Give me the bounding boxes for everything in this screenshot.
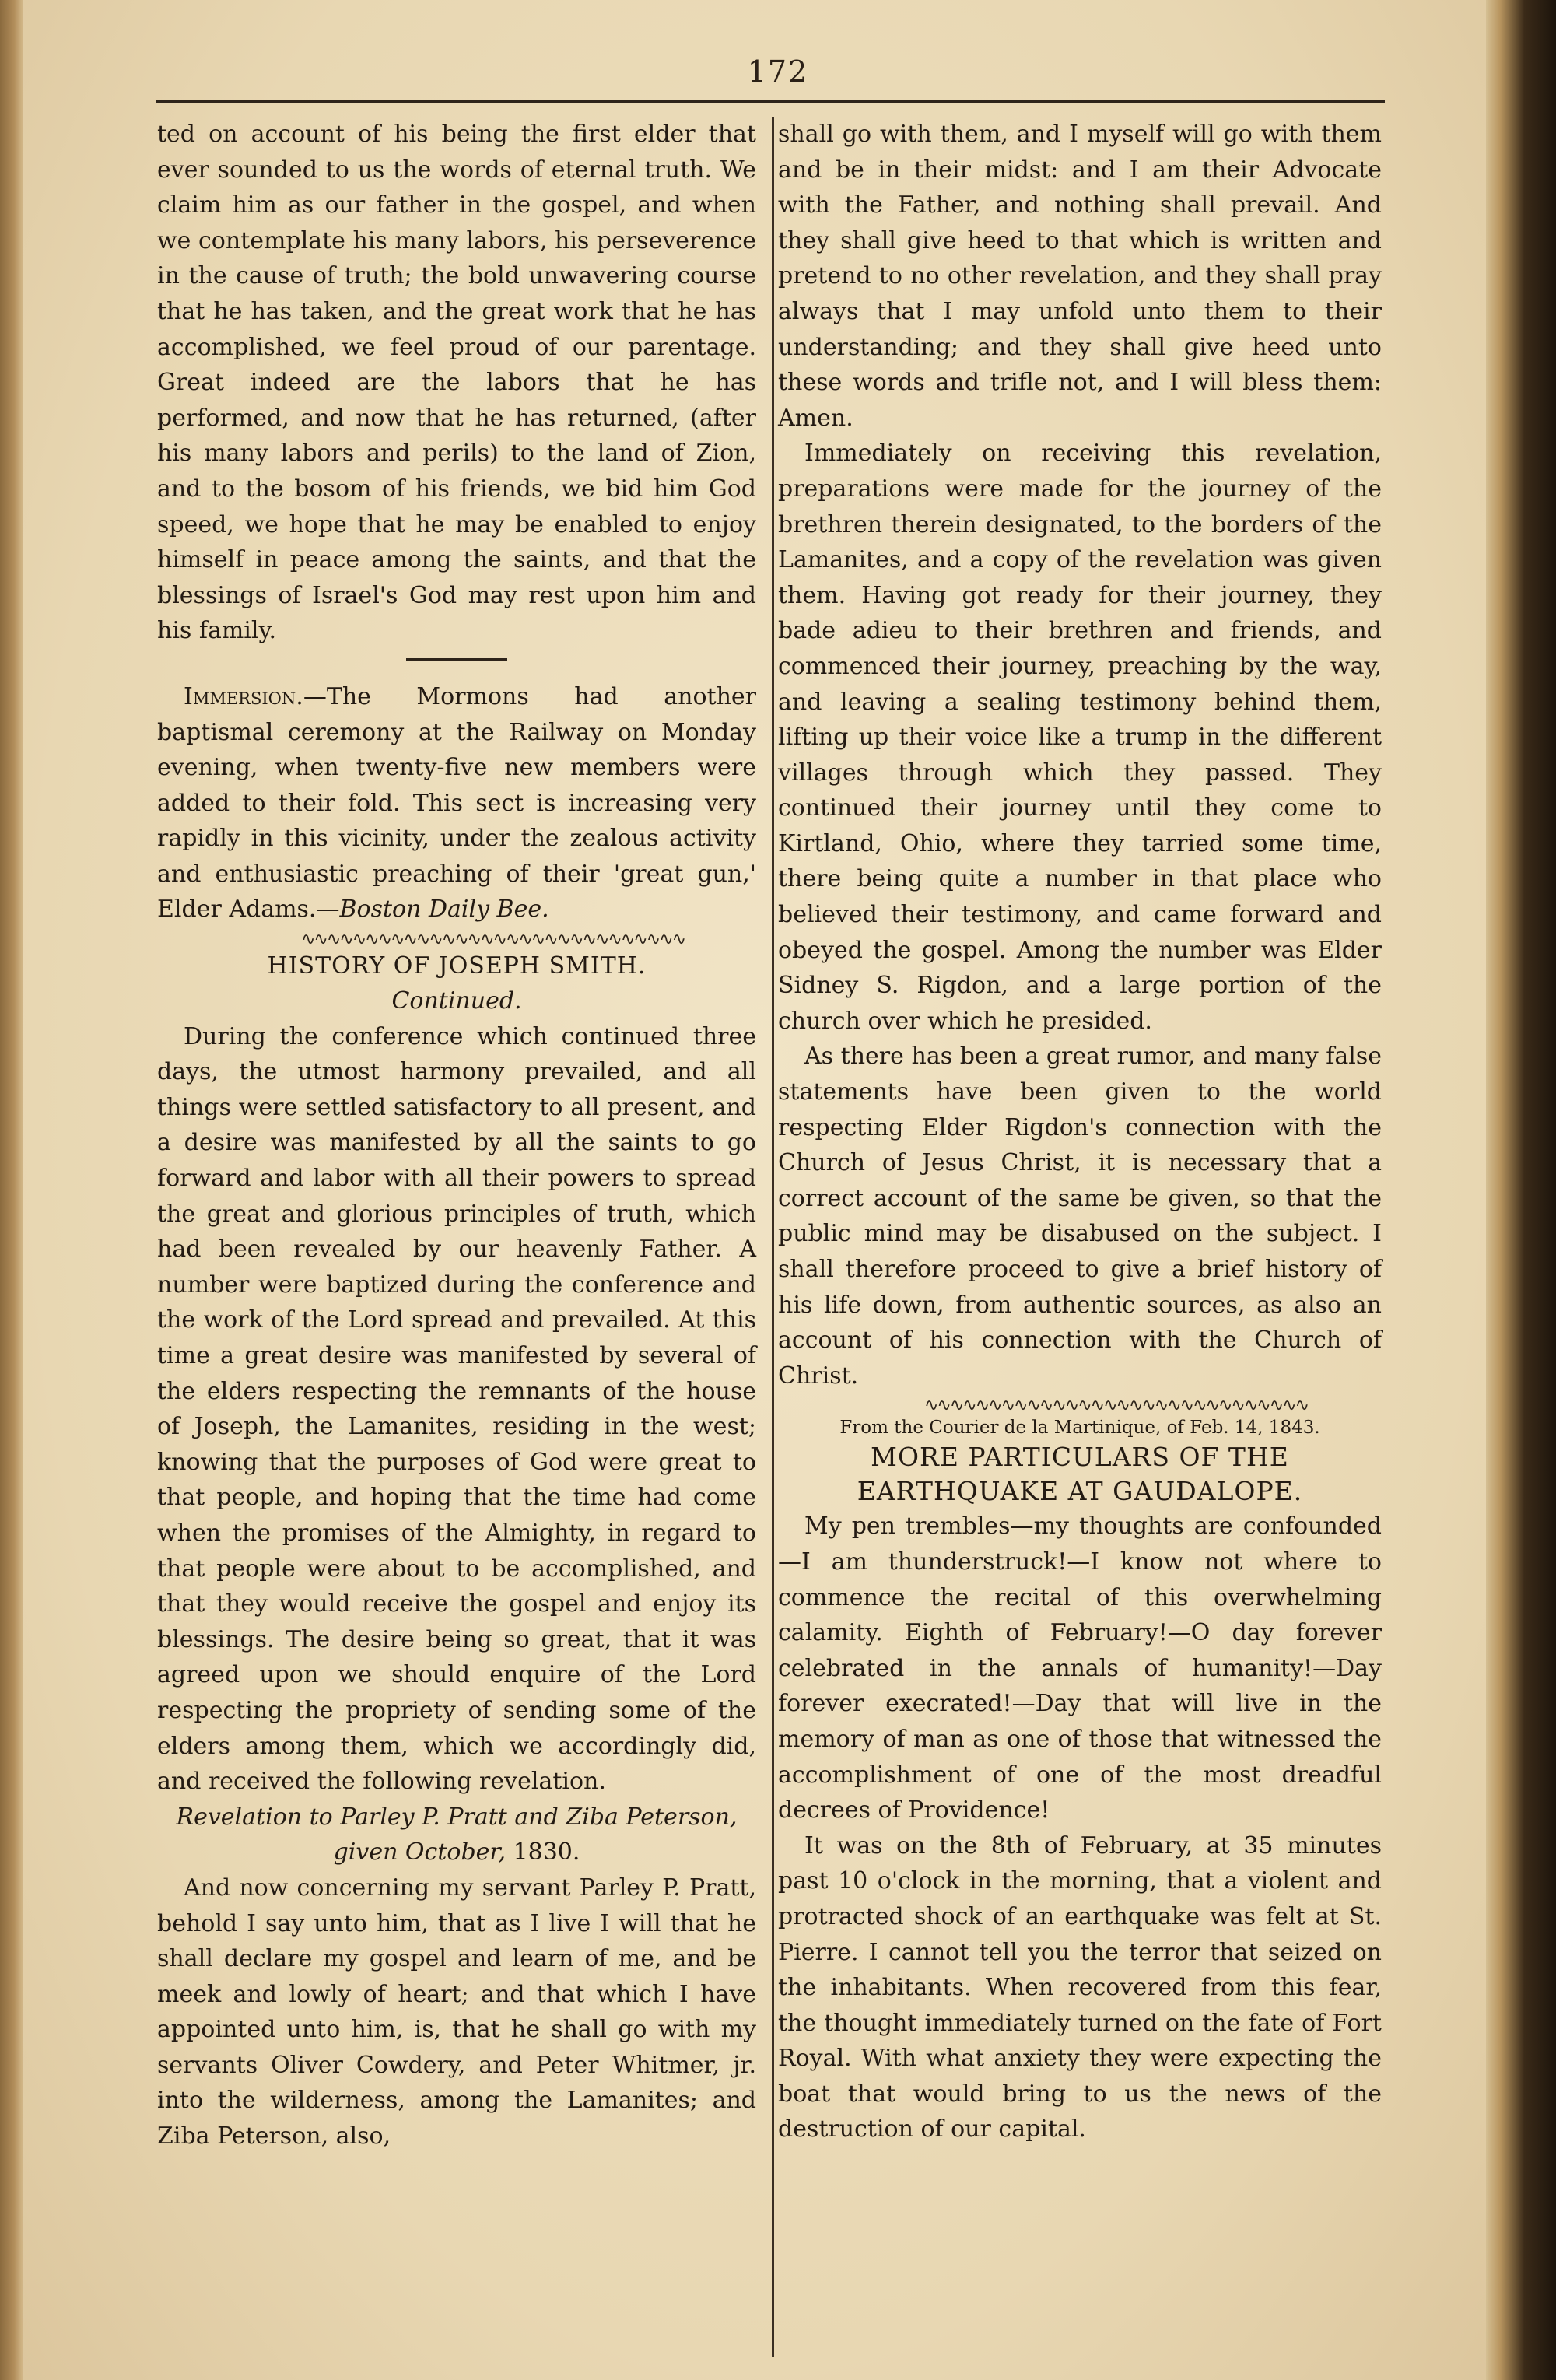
binding-gutter xyxy=(1486,0,1556,2380)
immersion-source: Boston Daily Bee. xyxy=(339,896,549,924)
header-rule xyxy=(156,100,1385,103)
left-column xyxy=(157,117,756,2365)
revelation-year: 1830. xyxy=(506,1838,580,1866)
revelation-continuation: shall go with them, and I myself will go with them and be in their midst: and I am their Advocate with the Father, and nothing shall prevail. And they shall give heed to that which is written and pretend to no other revelation, and they shall pray always that I may unfold unto them to their understanding; and they shall give heed unto these words and trifle not, and I will bless them: Amen. xyxy=(778,121,1382,432)
history-paragraph: During the conference which continued three days, the utmost harmony prevailed, and all things were settled satisfactory to all present, and a desire was manifested by all the saints to go forward and labor with all their powers to spread the great and glorious principles of truth, which had been revealed by our heavenly Father. A number were baptized during the conference and the work of the Lord spread and prevailed. At this time a great desire was manifested by several of the elders respecting the remnants of the house of Joseph, the Lamanites, residing in the west; knowing that the purposes of God were great to that people, and hoping that the time had come when the promises of the Almighty, in regard to that people were about to be accomplished, and that they would receive the gospel and enjoy its blessings. The desire being so great, that it was agreed upon we should enquire of the Lord respecting the propriety of sending some of the elders among them, which we accordingly did, and received the following revelation. xyxy=(157,1022,756,1796)
history-title: HISTORY OF JOSEPH SMITH. xyxy=(267,952,647,980)
immersion-text: —The Mormons had another baptismal ceremony at the Railway on Monday evening, when twenty-five new members were added to their fold. This sect is increasing very rapidly in this vicinity, under the zealous activity and enthusiastic preaching of their 'great gun,' Elder Adams.— xyxy=(157,682,756,924)
earthquake-title: MORE PARTICULARS OF THE EARTHQUAKE AT GAUDALOPE. xyxy=(857,1442,1303,1507)
wavy-divider-right: ∿∿∿∿∿∿∿∿∿∿∿∿∿∿∿∿∿∿∿∿∿∿∿∿∿∿∿∿∿∿ xyxy=(924,1396,1309,1416)
rigdon-paragraph: As there has been a great rumor, and many false statements have been given to the world respecting Elder Rigdon's connection with the Church of Jesus Christ, it is necessary that a correct account of the same be given, so that the public mind may be disabused on the subject. I shall therefore proceed to give a brief history of his life down, from authentic sources, as also an account of his connection with the Church of Christ. xyxy=(778,1043,1382,1390)
journey-paragraph: Immediately on receiving this revelation, preparations were made for the journey of the brethren therein designated, to the borders of the Lamanites, and a copy of the revelation was given them. Having got ready for their journey, they bade adieu to their brethren and friends, and commenced their journey, preaching by the way, and leaving a sealing testimony behind them, lifting up their voice like a trump in the different villages through which they passed. They continued their journey until they come to Kirtland, Ohio, where they tarried some time, there being quite a number in that place who believed their testimony, and came forward and obeyed the gospel. Among the number was Elder Sidney S. Rigdon, and a large portion of the church over which he presided. xyxy=(778,440,1382,1035)
immersion-paragraph xyxy=(157,679,756,927)
earthquake-paragraph-1: My pen trembles—my thoughts are confounded—I am thunderstruck!—I know not where to commence the recital of this overwhelming calamity. Eighth of February!—O day forever celebrated in the annals of humanity!—Day forever execrated!—Day that will live in the memory of man as one of those that witnessed the accomplishment of one of the most dreadful decrees of Providence! xyxy=(778,1512,1382,1824)
history-subtitle: Continued. xyxy=(391,987,522,1015)
wavy-divider: ∿∿∿∿∿∿∿∿∿∿∿∿∿∿∿∿∿∿∿∿∿∿∿∿∿∿∿∿∿∿ xyxy=(301,930,685,950)
section-divider-rule xyxy=(406,658,507,661)
immersion-lead: Immersion. xyxy=(184,682,303,710)
source-line: From the Courier de la Martinique, of Feb. 14, 1843. xyxy=(839,1418,1320,1439)
article-continuation: ted on account of his being the first elder that ever sounded to us the words of eternal truth. We claim him as our father in the gospel, and when we contemplate his many labors, his perseverence in the cause of truth; the bold unwavering course that he has taken, and the great work that he has accomplished, we feel proud of our parentage. Great indeed are the labors that he has performed, and now that he has returned, (after his many labors and perils) to the land of Zion, and to the bosom of his friends, we bid him God speed, we hope that he may be enabled to enjoy himself in peace among the saints, and that the blessings of Israel's God may rest upon him and his family. xyxy=(157,121,756,645)
revelation-text: And now concerning my servant Parley P. Pratt, behold I say unto him, that as I live I will that he shall declare my gospel and learn of me, and be meek and lowly of heart; and that which I have appointed unto him, is, that he shall go with my servants Oliver Cowdery, and Peter Whitmer, jr. into the wilderness, among the Lamanites; and Ziba Peterson, also, xyxy=(157,1874,756,2150)
left-page-edge xyxy=(0,0,23,2380)
revelation-title: Revelation to Parley P. Pratt and Ziba Peterson, xyxy=(176,1803,738,1831)
page-number: 172 xyxy=(747,54,809,89)
revelation-date xyxy=(157,1835,756,1870)
column-divider xyxy=(772,117,774,2357)
right-column xyxy=(778,117,1382,2365)
earthquake-paragraph-2: It was on the 8th of February, at 35 minutes past 10 o'clock in the morning, that a violent and protracted shock of an earthquake was felt at St. Pierre. I cannot tell you the terror that seized on the inhabitants. When recovered from this fear, the thought immediately turned on the fate of Fort Royal. With what anxiety they were expecting the boat that would bring to us the news of the destruction of our capital. xyxy=(778,1831,1382,2143)
revelation-date-italic: given October, xyxy=(333,1838,506,1866)
